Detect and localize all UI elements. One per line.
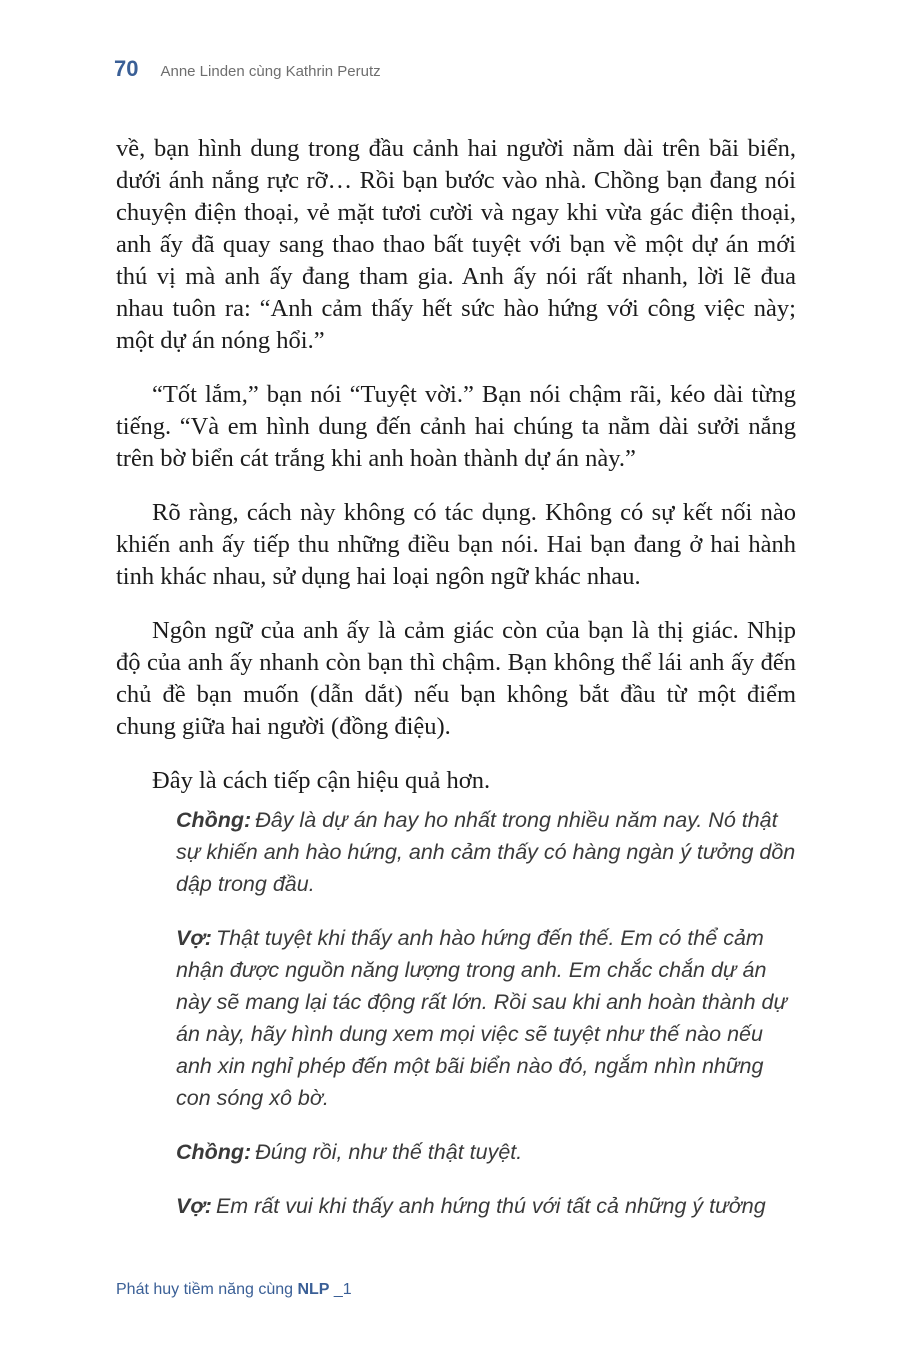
page-footer (116, 1281, 352, 1299)
running-head: Anne Linden cùng Kathrin Perutz (160, 63, 381, 80)
dialogue-line (176, 804, 796, 900)
paragraph: “Tốt lắm,” bạn nói “Tuyệt vời.” Bạn nói chậm rãi, kéo dài từng tiếng. “Và em hình dung đến cảnh hai chúng ta nằm dài sưởi nắng trên bờ biển cát trắng khi anh hoàn thành dự án này.” (116, 381, 796, 472)
paragraph: Rõ ràng, cách này không có tác dụng. Không có sự kết nối nào khiến anh ấy tiếp thu những điều bạn nói. Hai bạn đang ở hai hành tinh khác nhau, sử dụng hai loại ngôn ngữ khác nhau. (116, 499, 796, 590)
paragraph: Đây là cách tiếp cận hiệu quả hơn. (152, 767, 491, 794)
page-header (114, 56, 381, 82)
speaker-label: Vợ: (176, 926, 212, 950)
dialogue-text: Đúng rồi, như thế thật tuyệt. (255, 1140, 523, 1164)
paragraph: về, bạn hình dung trong đầu cảnh hai người nằm dài trên bãi biển, dưới ánh nắng rực rỡ… Rồi bạn bước vào nhà. Chồng bạn đang nói chuyện điện thoại, vẻ mặt tươi cười và ngay khi vừa gác điện thoại, anh ấy đã quay sang thao thao bất tuyệt với bạn về một dự án mới thú vị mà anh ấy đang tham gia. Anh ấy nói rất nhanh, lời lẽ đua nhau tuôn ra: “Anh cảm thấy hết sức hào hứng với công việc này; một dự án nóng hổi.” (116, 135, 796, 354)
dialogue-line (176, 1190, 796, 1222)
dialogue-line (176, 922, 796, 1114)
dialogue-block (176, 804, 796, 1244)
page-number: 70 (114, 56, 139, 81)
paragraph: Ngôn ngữ của anh ấy là cảm giác còn của bạn là thị giác. Nhịp độ của anh ấy nhanh còn bạn thì chậm. Bạn không thể lái anh ấy đến chủ đề bạn muốn (dẫn dắt) nếu bạn không bắt đầu từ một điểm chung giữa hai người (đồng điệu). (116, 617, 796, 740)
footer-series-prefix: Phát huy tiềm năng cùng (116, 1281, 298, 1298)
speaker-label: Chồng: (176, 808, 252, 832)
footer-series-bold: NLP (297, 1281, 330, 1298)
dialogue-text: Đây là dự án hay ho nhất trong nhiều năm nay. Nó thật sự khiến anh hào hứng, anh cảm thấy có hàng ngàn ý tưởng dồn dập trong đầu. (176, 808, 796, 896)
dialogue-text: Em rất vui khi thấy anh hứng thú với tất cả những ý tưởng (215, 1194, 766, 1218)
dialogue-line (176, 1136, 796, 1168)
dialogue-text: Thật tuyệt khi thấy anh hào hứng đến thế. Em có thể cảm nhận được nguồn năng lượng trong anh. Em chắc chắn dự án này sẽ mang lại tác động rất lớn. Rồi sau khi anh hoàn thành dự án này, hãy hình dung xem mọi việc sẽ tuyệt như thế nào nếu anh xin nghỉ phép đến một bãi biển nào đó, ngắm nhìn những con sóng xô bờ. (176, 926, 788, 1110)
speaker-label: Vợ: (176, 1194, 212, 1218)
speaker-label: Chồng: (176, 1140, 252, 1164)
footer-series-suffix: _1 (329, 1281, 352, 1298)
body-text (116, 133, 796, 819)
